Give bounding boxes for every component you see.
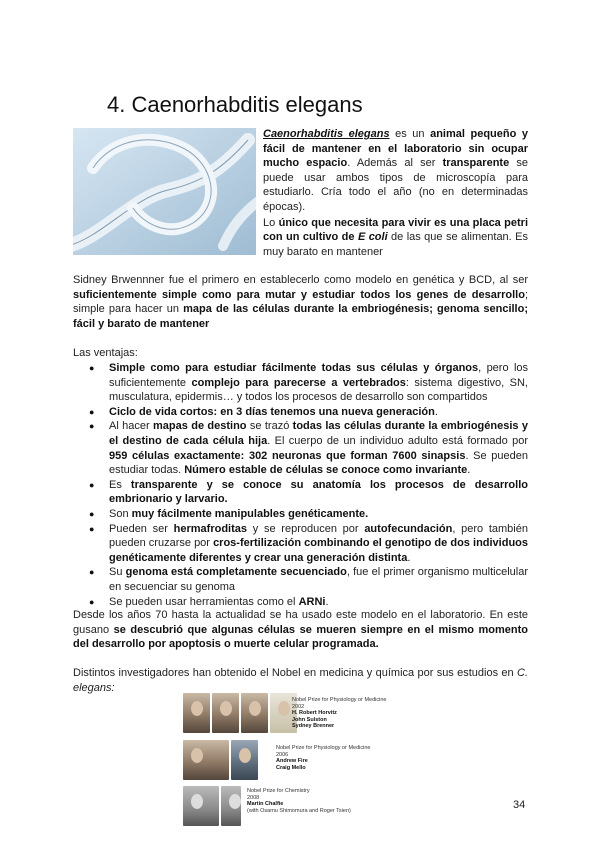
- apoptosis-paragraph: Desde los años 70 hasta la actualidad se ha usado este modelo en el laboratorio. En este gusano se descubrió que algunas células se mueren siempre en el mismo momento del desarrollo por apoptosis o muerte celular programada.: [73, 609, 528, 651]
- list-item: ● Se pueden usar herramientas como el ARNi.: [73, 595, 528, 610]
- nobel-2008-caption: Nobel Prize for Chemistry 2008 Martin Chalfie (with Osamu Shimomura and Roger Tsien): [247, 788, 351, 814]
- nobel-2006-caption: Nobel Prize for Physiology or Medicine 2006 Andrew Fire Craig Mello: [276, 745, 371, 771]
- list-item: ● Pueden ser hermafroditas y se reproducen por autofecundación, pero también pueden cruzarse por cros-fertilización combinando el genotipo de dos individuos genéticamente diferentes y crear una generación distinta.: [73, 522, 528, 566]
- laureate-photo: [183, 740, 229, 780]
- nobel-2008-photos: [183, 786, 241, 826]
- nobel-paragraph: Distintos investigadores han obtenido el Nobel en medicina y química por sus estudios en C. elegans:: [73, 667, 528, 694]
- laureate-photo: [212, 693, 239, 733]
- list-item: ● Ciclo de vida cortos: en 3 días tenemos una nueva generación.: [73, 405, 528, 420]
- page-number: 34: [513, 799, 526, 811]
- list-item: ● Su genoma está completamente secuenciado, fue el primer organismo multicelular en secuenciar su genoma: [73, 565, 528, 594]
- intro-text: [263, 127, 528, 260]
- species-name: Caenorhabditis elegans: [263, 128, 390, 140]
- list-item: ● Es transparente y se conoce su anatomía los procesos de desarrollo embrionario y larvario.: [73, 478, 528, 507]
- list-item: ● Simple como para estudiar fácilmente todas sus células y órganos, pero los suficientemente complejo para parecerse a vertebrados: sistema digestivo, SN, musculatura, epidermis… y todos los procesos de desarrollo son compartidos: [73, 361, 528, 405]
- c-elegans-micrograph: [73, 128, 256, 255]
- list-item: ● Al hacer mapas de destino se trazó todas las células durante la embriogénesis y el destino de cada célula hija. El cuerpo de un individuo adulto está formado por 959 células exactamente: 302 neuronas que forman 7600 sinapsis. Se pueden estudiar todas. Número estable de células se conoce como invariante.: [73, 419, 528, 477]
- advantages-list: [73, 361, 528, 609]
- intro-paragraph-1: Caenorhabditis elegans es un animal pequeño y fácil de mantener en el laboratorio sin ocupar mucho espacio. Además al ser transparente se puede usar ambos tipos de microscopía para estudiarlo. Cría todo el año (no en determinadas épocas).: [263, 128, 528, 213]
- list-item: ● Son muy fácilmente manipulables genéticamente.: [73, 507, 528, 522]
- advantages-heading: Las ventajas:: [73, 347, 138, 359]
- nobel-2002-caption: Nobel Prize for Physiology or Medicine 2002 H. Robert Horvitz John Sulston Sydney Brenner: [292, 697, 387, 730]
- worm-illustration: [73, 128, 256, 255]
- laureate-photo: [221, 786, 241, 826]
- brenner-paragraph: Sidney Brwennner fue el primero en establecerlo como modelo en genética y BCD, al ser suficientemente simple como para mutar y estudiar todos los genes de desarrollo; simple para hacer un mapa de las células durante la embriogénesis; genoma sencillo; fácil y barato de mantener: [73, 274, 528, 330]
- intro-paragraph-2: Lo único que necesita para vivir es una placa petri con un cultivo de E coli de las que se alimentan. Es muy barato en mantener: [263, 216, 528, 258]
- laureate-photo: [183, 693, 210, 733]
- nobel-2002-photos: [183, 693, 297, 733]
- laureate-photo: [231, 740, 258, 780]
- laureate-photo: [183, 786, 219, 826]
- page-title: 4. Caenorhabditis elegans: [107, 92, 363, 117]
- nobel-2006-photos: [183, 740, 258, 780]
- laureate-photo: [241, 693, 268, 733]
